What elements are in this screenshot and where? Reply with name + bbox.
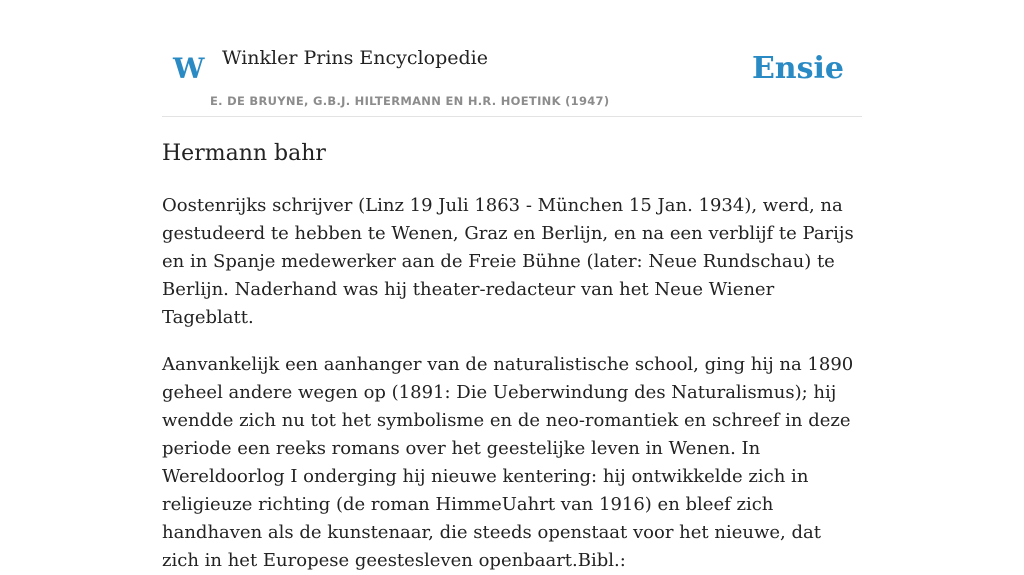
article-paragraph-2: Aanvankelijk een aanhanger van de naturalistische school, ging hij na 1890 geheel andere wegen op (1891: Die Ueberwindung des Naturalismus); hij wendde zich nu tot het symbolisme en de neo-romantiek en schreef in deze periode een reeks romans over het geestelijke leven in Wenen. In Wereldoorlog I onderging hij nieuwe kentering: hij ontwikkelde zich in religieuze richting (de roman HimmeUahrt van 1916) en bleef zich handhaven als de kunstenaar, die steeds openstaat voor het nieuwe, dat zich in het Europese geestesleven openbaart.Bibl.: [162,354,854,571]
site-header [162,0,862,117]
ensie-logo[interactable]: Ensie [751,51,844,86]
publication-authors: E. DE BRUYNE, G.B.J. HILTERMANN EN H.R. HOETINK (1947) [210,94,610,108]
article [162,138,862,575]
article-paragraph-1: Oostenrijks schrijver (Linz 19 Juli 1863 - München 15 Jan. 1934), werd, na gestudeerd te hebben te Wenen, Graz en Berlijn, en na een verblijf te Parijs en in Spanje medewerker aan de Freie Bühne (later: Neue Rundschau) te Berlijn. Naderhand was hij theater-redacteur van het Neue Wiener Tageblatt. [162,195,854,328]
publication-logo[interactable]: W [173,52,205,85]
publication-title[interactable]: Winkler Prins Encyclopedie [222,47,488,69]
article-title: Hermann bahr [162,141,326,166]
